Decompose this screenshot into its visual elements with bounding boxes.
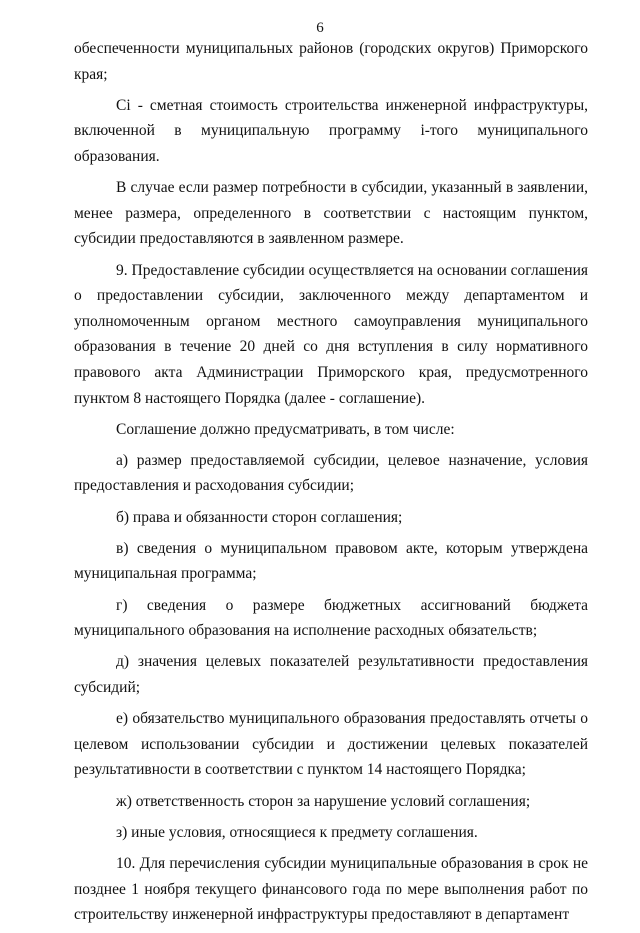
list-item: г) сведения о размере бюджетных ассигнований бюджета муниципального образования на исполнение расходных обязательств;	[74, 596, 588, 640]
paragraph: обеспеченности муниципальных районов (городских округов) Приморского края;	[74, 40, 588, 83]
paragraph: Ci - сметная стоимость строительства инженерной инфраструктуры, включенной в муниципальную программу i-того муниципального образования.	[74, 96, 588, 165]
list-item: а) размер предоставляемой субсидии, целевое назначение, условия предоставления и расходования субсидии;	[74, 451, 588, 495]
list-item: д) значения целевых показателей результативности предоставления субсидий;	[74, 653, 588, 696]
paragraph: 9. Предоставление субсидии осуществляется на основании соглашения о предоставлении субсидии, заключенного между департаментом и уполномоченным органом местного самоуправления муниципального образования в течение 20 дней со дня вступления в силу нормативного правового акта Администрации Приморского края, предусмотренного пунктом 8 настоящего Порядка (далее - соглашение).	[74, 261, 588, 407]
list-item: в) сведения о муниципальном правовом акте, которым утверждена муниципальная программа;	[74, 539, 588, 583]
list-item: б) права и обязанности сторон соглашения;	[116, 508, 403, 526]
paragraph: 10. Для перечисления субсидии муниципальные образования в срок не позднее 1 ноября текущего финансового года по мере выполнения работ по строительству инженерной инфраструктуры предоставляют в департамент	[74, 854, 588, 924]
paragraph: Соглашение должно предусматривать, в том числе:	[116, 420, 455, 438]
paragraph: В случае если размер потребности в субсидии, указанный в заявлении, менее размера, определенного в соответствии с настоящим пунктом, субсидии предоставляются в заявленном размере.	[74, 179, 588, 248]
list-item: з) иные условия, относящиеся к предмету соглашения.	[116, 823, 478, 841]
list-item: е) обязательство муниципального образования предоставлять отчеты о целевом использовании субсидии и достижении целевых показателей результативности в соответствии с пунктом 14 настоящего Порядка;	[74, 710, 588, 779]
page-number: 6	[316, 20, 324, 36]
document-body	[74, 36, 588, 933]
list-item: ж) ответственность сторон за нарушение условий соглашения;	[116, 792, 531, 810]
